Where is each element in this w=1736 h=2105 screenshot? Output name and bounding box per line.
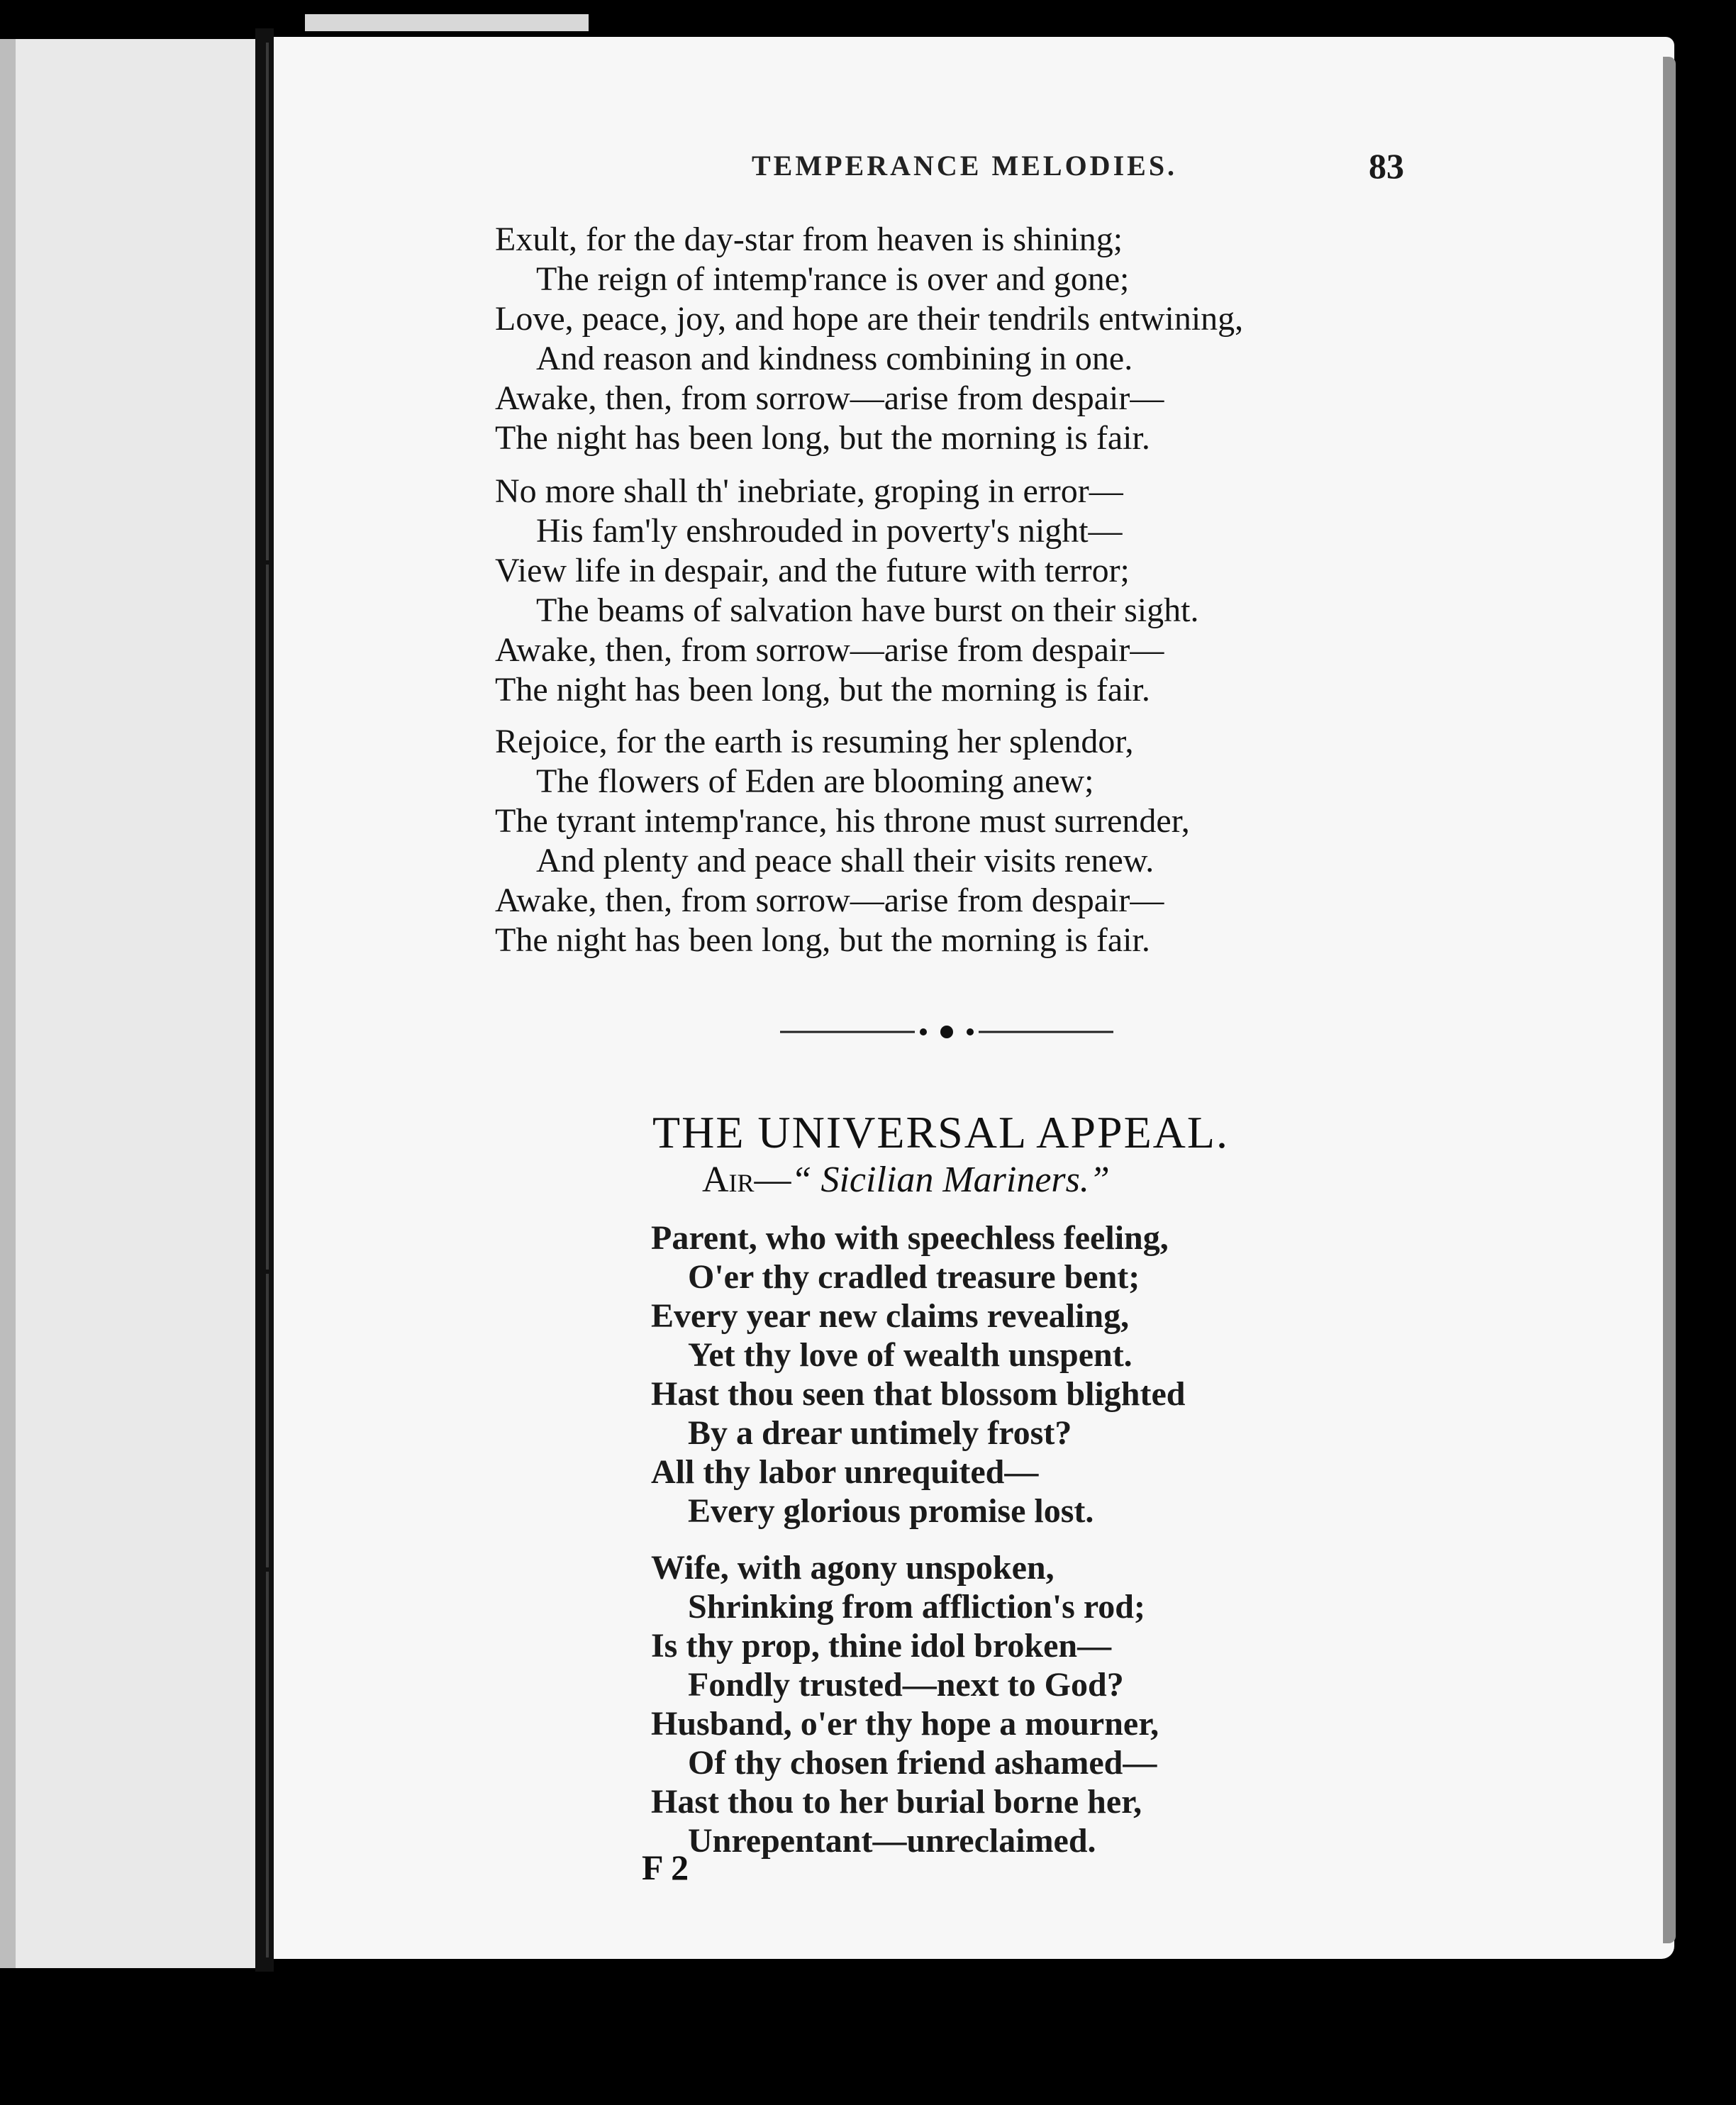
refrain-line: Awake, then, from sorrow—arise from despair— — [495, 631, 1164, 669]
verse-line: Hast thou seen that blossom blighted — [651, 1375, 1186, 1413]
refrain-line: Awake, then, from sorrow—arise from despair— — [495, 882, 1164, 919]
page-edge-shadow — [1663, 57, 1676, 1943]
ornamental-divider — [780, 1021, 1113, 1043]
verse-line: And reason and kindness combining in one. — [536, 340, 1133, 377]
left-page-edge — [0, 39, 16, 1968]
verse-line: His fam'ly enshrouded in poverty's night— — [536, 512, 1123, 550]
page-number: 83 — [1369, 146, 1404, 186]
gutter-tick-mark — [262, 1567, 272, 1572]
verse-line: Hast thou to her burial borne her, — [651, 1783, 1142, 1821]
verse-line: Of thy chosen friend ashamed— — [688, 1744, 1157, 1782]
stanza-3 — [495, 722, 1417, 960]
stanza-4 — [651, 1218, 1431, 1531]
signature-mark: F 2 — [642, 1848, 689, 1887]
verse-line: Rejoice, for the earth is resuming her splendor, — [495, 723, 1134, 760]
verse-line: Shrinking from affliction's rod; — [688, 1588, 1145, 1626]
verse-line: Is thy prop, thine idol broken— — [651, 1627, 1112, 1665]
verse-line: Yet thy love of wealth unspent. — [688, 1336, 1133, 1374]
verse-line: Every glorious promise lost. — [688, 1492, 1094, 1530]
verse-line: No more shall th' inebriate, groping in error— — [495, 472, 1123, 510]
verse-line: Husband, o'er thy hope a mourner, — [651, 1705, 1159, 1743]
verse-line: Unrepentant—unreclaimed. — [688, 1822, 1096, 1860]
top-page-sliver — [305, 14, 589, 31]
verse-line: Exult, for the day-star from heaven is shining; — [495, 221, 1123, 258]
verse-line: O'er thy cradled treasure bent; — [688, 1258, 1140, 1296]
verse-line: Parent, who with speechless feeling, — [651, 1219, 1169, 1257]
book-gutter — [255, 28, 274, 1972]
verse-line: Fondly trusted—next to God? — [688, 1666, 1124, 1704]
verse-line: The reign of intemp'rance is over and gone; — [536, 260, 1130, 298]
refrain-line: The night has been long, but the morning is fair. — [495, 419, 1150, 457]
tune-line — [702, 1159, 1110, 1201]
tune-name: “ Sicilian Mariners.” — [791, 1160, 1110, 1200]
verse-line: And plenty and peace shall their visits renew. — [536, 842, 1154, 879]
tune-prefix: Air— — [702, 1160, 791, 1200]
running-title: TEMPERANCE MELODIES. — [752, 150, 1178, 182]
verse-line: Love, peace, joy, and hope are their tendrils entwining, — [495, 300, 1244, 338]
verse-line: The flowers of Eden are blooming anew; — [536, 762, 1094, 800]
verse-line: By a drear untimely frost? — [688, 1414, 1072, 1452]
refrain-line: Awake, then, from sorrow—arise from despair— — [495, 379, 1164, 417]
gutter-tick-mark — [262, 560, 272, 565]
left-facing-page — [0, 39, 255, 1968]
verse-line: View life in despair, and the future with terror; — [495, 552, 1130, 589]
stanza-5 — [651, 1548, 1431, 1860]
refrain-line: The night has been long, but the morning is fair. — [495, 921, 1150, 959]
stanza-2 — [495, 472, 1417, 710]
verse-line: Wife, with agony unspoken, — [651, 1549, 1055, 1587]
verse-line: Every year new claims revealing, — [651, 1297, 1130, 1335]
verse-line: The beams of salvation have burst on their sight. — [536, 591, 1199, 629]
poem-title: THE UNIVERSAL APPEAL. — [652, 1107, 1229, 1157]
gutter-fold-line — [266, 43, 269, 1957]
refrain-line: The night has been long, but the morning is fair. — [495, 671, 1150, 709]
verse-line: The tyrant intemp'rance, his throne must surrender, — [495, 802, 1190, 840]
gutter-tick-mark — [262, 1270, 272, 1274]
stanza-1 — [495, 220, 1417, 458]
verse-line: All thy labor unrequited— — [651, 1453, 1039, 1491]
